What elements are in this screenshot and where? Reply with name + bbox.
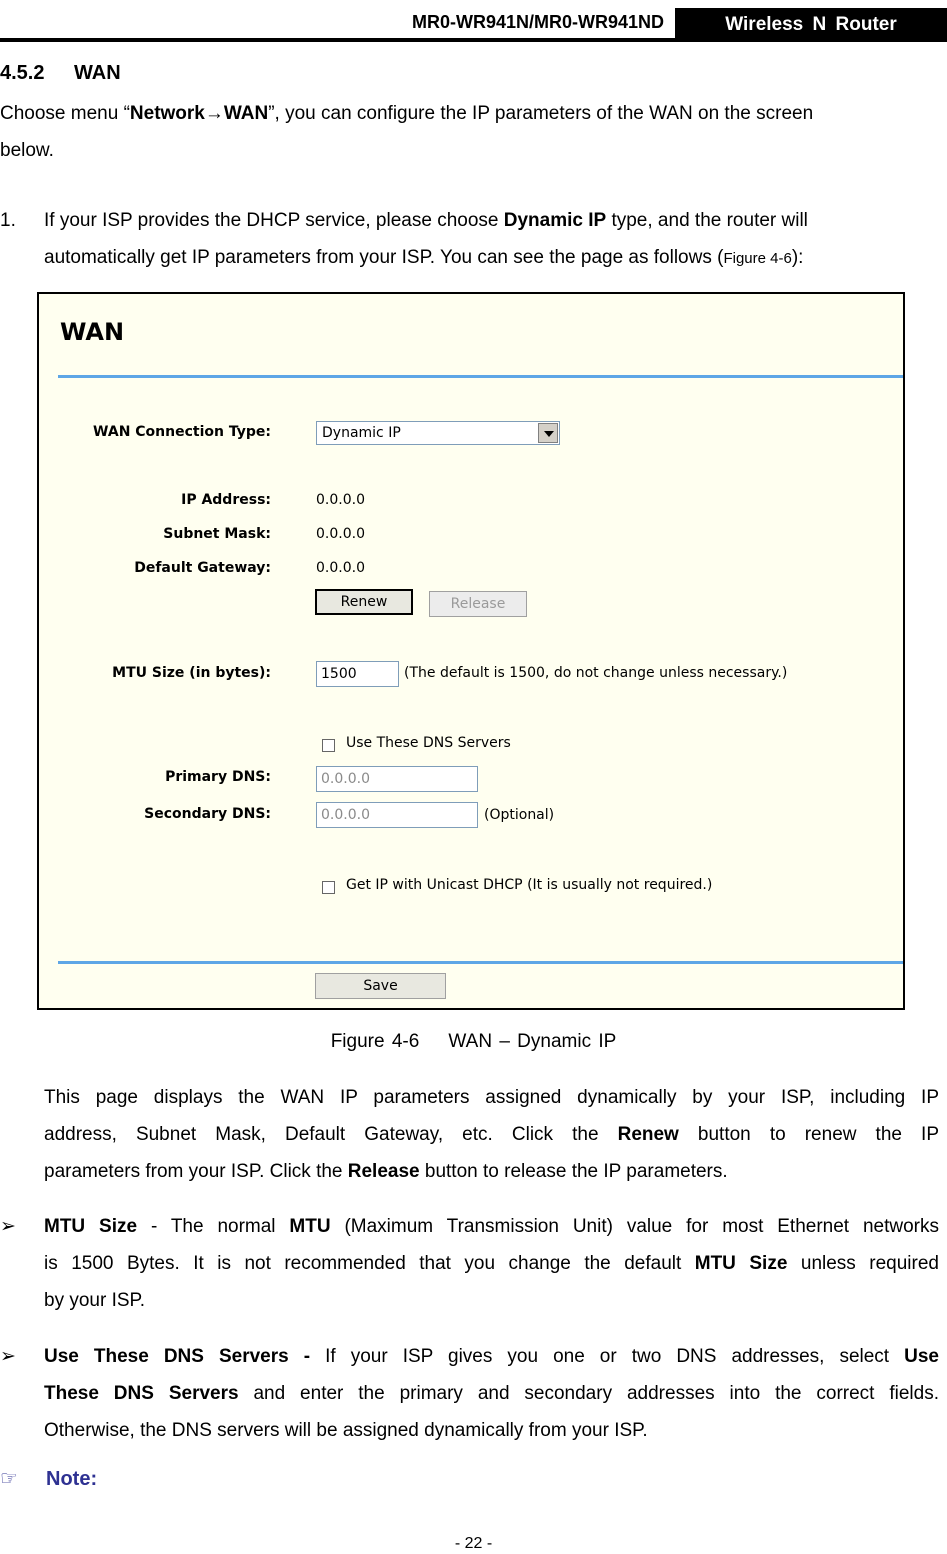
wan-page-title: WAN <box>60 318 125 346</box>
desc-text: button to renew the IP <box>678 1124 939 1145</box>
desc-text: address, Subnet Mask, Default Gateway, etc. Click the <box>44 1124 618 1145</box>
connection-type-select[interactable] <box>316 421 560 445</box>
section-heading <box>0 62 121 85</box>
mtu-text: unless required <box>787 1253 939 1274</box>
desc-text: parameters from your ISP. Click the <box>44 1161 348 1182</box>
note-heading <box>0 1466 97 1491</box>
release-button[interactable]: Release <box>429 591 527 617</box>
ip-address-value: 0.0.0.0 <box>316 492 365 508</box>
dns-text: and enter the primary and secondary addresses into the correct fields. <box>238 1383 939 1404</box>
default-gateway-value: 0.0.0.0 <box>316 560 365 576</box>
default-gateway-label: Default Gateway: <box>134 560 271 576</box>
mtu-label: MTU Size (in bytes): <box>112 665 271 681</box>
ip-address-label: IP Address: <box>181 492 271 508</box>
release-term: Release <box>347 1161 420 1182</box>
step-line-1 <box>44 202 808 239</box>
intro-line-1 <box>0 95 813 132</box>
mtu-note: (The default is 1500, do not change unless necessary.) <box>404 665 788 681</box>
arrow-bullet-icon: ➢ <box>0 1216 16 1237</box>
section-title: WAN <box>74 62 121 84</box>
mtu-bold: MTU <box>289 1216 331 1237</box>
step-text: ): <box>791 247 804 268</box>
intro-line-2: below. <box>0 140 54 161</box>
connection-type-value: Dynamic IP <box>322 425 401 441</box>
desc-line-1: This page displays the WAN IP parameters assigned dynamically by your ISP, including IP <box>44 1087 939 1108</box>
use-dns-checkbox[interactable] <box>322 739 335 752</box>
divider-bottom <box>58 961 905 964</box>
intro-post: ”, you can configure the IP parameters of the WAN on the screen <box>268 103 814 124</box>
mtu-line-2 <box>44 1245 939 1282</box>
dns-term: Use These DNS Servers - <box>44 1346 311 1367</box>
optional-note: (Optional) <box>484 807 555 823</box>
mtu-text: is 1500 Bytes. It is not recommended that you change the default <box>44 1253 695 1274</box>
step-bold: Dynamic IP <box>503 210 607 231</box>
product-name: Wireless N Router <box>675 8 947 38</box>
figure-caption: Figure 4-6 WAN – Dynamic IP <box>330 1031 617 1052</box>
arrow-bullet-icon: ➢ <box>0 1346 16 1367</box>
step-text: automatically get IP parameters from your ISP. You can see the page as follows ( <box>44 247 724 268</box>
secondary-dns-label: Secondary DNS: <box>144 806 271 822</box>
desc-line-2 <box>44 1116 939 1153</box>
page-header <box>0 0 947 40</box>
unicast-dhcp-label: Get IP with Unicast DHCP (It is usually not required.) <box>346 877 713 893</box>
section-number: 4.5.2 <box>0 62 45 84</box>
save-button[interactable]: Save <box>315 973 446 999</box>
note-label: Note: <box>46 1468 98 1490</box>
mtu-text: (Maximum Transmission Unit) value for most Ethernet networks <box>330 1216 939 1237</box>
use-dns-label: Use These DNS Servers <box>346 735 511 751</box>
renew-button[interactable]: Renew <box>315 589 413 615</box>
mtu-bold: MTU Size <box>694 1253 788 1274</box>
step-line-2 <box>44 239 803 277</box>
divider-top <box>58 375 905 378</box>
header-rule <box>0 38 947 42</box>
unicast-dhcp-checkbox[interactable] <box>322 881 335 894</box>
primary-dns-label: Primary DNS: <box>165 769 271 785</box>
mtu-input[interactable]: 1500 <box>316 661 399 687</box>
mtu-term: MTU Size <box>44 1216 138 1237</box>
step-text: type, and the router will <box>606 210 808 231</box>
dns-bold: These DNS Servers <box>44 1383 239 1404</box>
desc-line-3 <box>44 1153 728 1190</box>
secondary-dns-input[interactable]: 0.0.0.0 <box>316 802 478 828</box>
dns-text: If your ISP gives you one or two DNS addresses, select <box>310 1346 905 1367</box>
subnet-mask-label: Subnet Mask: <box>163 526 271 542</box>
dns-line-3: Otherwise, the DNS servers will be assigned dynamically from your ISP. <box>44 1420 648 1441</box>
subnet-mask-value: 0.0.0.0 <box>316 526 365 542</box>
renew-term: Renew <box>617 1124 679 1145</box>
step-text: If your ISP provides the DHCP service, please choose <box>44 210 504 231</box>
mtu-line-1 <box>44 1208 939 1245</box>
chevron-down-icon[interactable] <box>538 423 558 443</box>
mtu-line-3: by your ISP. <box>44 1290 146 1311</box>
desc-text: button to release the IP parameters. <box>419 1161 728 1182</box>
dns-bold: Use <box>904 1346 939 1367</box>
model-name: MR0-WR941N/MR0-WR941ND <box>411 12 664 32</box>
menu-path: Network→WAN <box>129 103 269 124</box>
dns-line-2 <box>44 1375 939 1412</box>
step-number: 1. <box>0 210 16 231</box>
primary-dns-input[interactable]: 0.0.0.0 <box>316 766 478 792</box>
page-number: - 22 - <box>454 1535 493 1552</box>
connection-type-label: WAN Connection Type: <box>93 424 271 440</box>
intro-pre: Choose menu “ <box>0 103 130 124</box>
mtu-text: - The normal <box>137 1216 290 1237</box>
pointing-hand-icon: ☞ <box>0 1468 18 1490</box>
wan-screenshot-figure <box>37 292 905 1010</box>
dns-line-1 <box>44 1338 939 1375</box>
figure-ref: Figure 4-6 <box>723 250 792 267</box>
